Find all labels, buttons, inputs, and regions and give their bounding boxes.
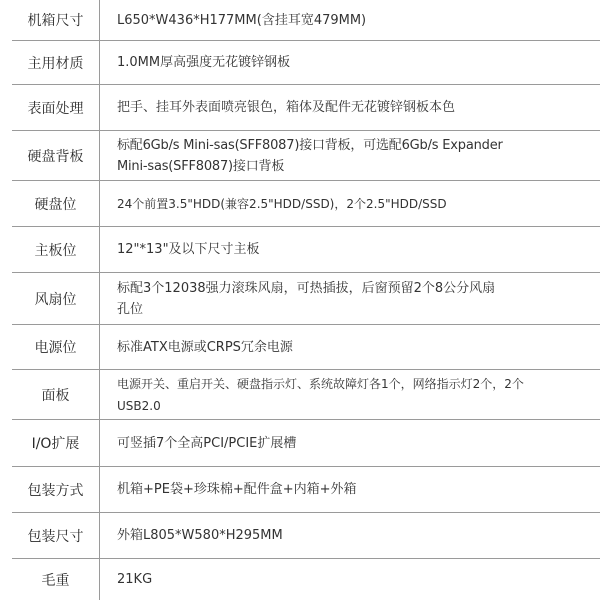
spec-label: 主用材质 [12,41,100,84]
spec-label: 表面处理 [12,85,100,130]
spec-value: 标配6Gb/s Mini-sas(SFF8087)接口背板，可选配6Gb/s Expander Mini-sas(SFF8087)接口背板 [117,137,503,174]
spec-row-packing-size [12,513,600,559]
spec-label: 硬盘背板 [12,131,100,180]
spec-value: 24个前置3.5"HDD(兼容2.5"HDD/SSD)，2个2.5"HDD/SSD [117,196,447,211]
spec-row-backplane [12,131,600,181]
spec-label: 机箱尺寸 [12,0,100,40]
spec-label: 面板 [12,370,100,419]
spec-label: 电源位 [12,325,100,369]
spec-row-motherboard [12,227,600,273]
spec-label: 主板位 [12,227,100,272]
spec-row-front-panel [12,370,600,420]
spec-value: 标准ATX电源或CRPS冗余电源 [117,339,293,355]
spec-table [12,0,600,600]
spec-row-psu [12,325,600,370]
spec-row-case-size [12,0,600,41]
spec-label: 包装尺寸 [12,513,100,558]
spec-value: 12"*13"及以下尺寸主板 [117,242,260,257]
spec-value: L650*W436*H177MM(含挂耳宽479MM) [117,12,367,28]
spec-value: 电源开关、重启开关、硬盘指示灯、系统故障灯各1个，网络指示灯2个，2个USB2.0 [117,376,524,413]
spec-row-surface [12,85,600,131]
spec-label: I/O扩展 [12,420,100,466]
spec-label: 风扇位 [12,273,100,324]
spec-label: 硬盘位 [12,181,100,226]
spec-row-io-expansion [12,420,600,467]
spec-value: 可竖插7个全高PCI/PCIE扩展槽 [117,435,297,451]
spec-value: 标配3个12038强力滚珠风扇，可热插拔，后窗预留2个8公分风扇孔位 [117,280,496,317]
spec-label: 毛重 [12,559,100,600]
spec-value: 1.0MM厚高强度无花镀锌钢板 [117,55,291,70]
spec-label: 包装方式 [12,467,100,512]
spec-row-packing-method [12,467,600,513]
spec-value: 机箱+PE袋+珍珠棉+配件盒+内箱+外箱 [117,482,357,497]
spec-row-gross-weight [12,559,600,600]
spec-value: 外箱L805*W580*H295MM [117,528,283,543]
spec-row-fans [12,273,600,325]
spec-row-material [12,41,600,85]
spec-value: 把手、挂耳外表面喷亮银色，箱体及配件无花镀锌钢板本色 [117,100,456,115]
spec-value: 21KG [117,572,153,587]
spec-row-drive-bays [12,181,600,227]
